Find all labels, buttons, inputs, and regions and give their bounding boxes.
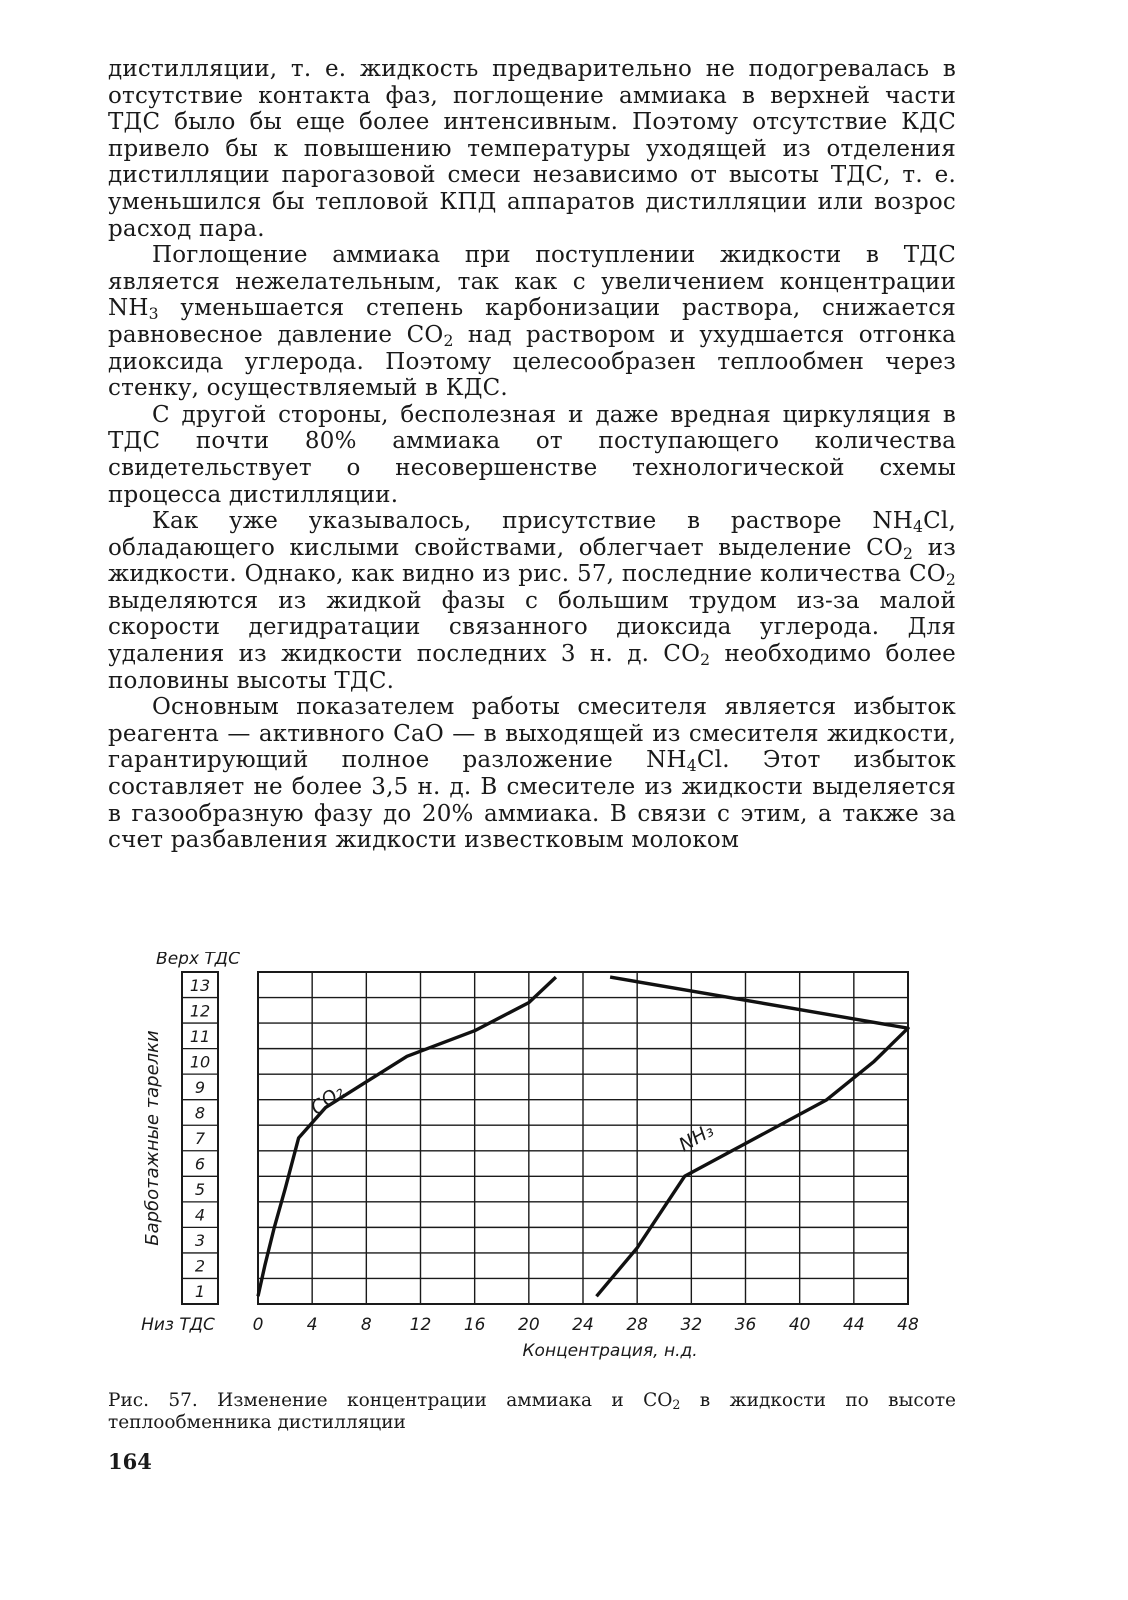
paragraph: Поглощение аммиака при поступлении жидкости в ТДС является нежелательным, так как с увеличением концентрации $NH_3$ уменьшается степень карбонизации раствора, снижается равновесное давление $CO_2$ над раствором и ухудшается отгонка диоксида углерода. Поэтому целесообразен теплообмен через стенку, осуществляемый в КДС. — [108, 242, 956, 402]
x-tick-label: 16 — [463, 1315, 486, 1335]
x-tick-label: 8 — [360, 1315, 372, 1335]
y-tick-label: 11 — [189, 1026, 211, 1046]
x-tick-label: 12 — [409, 1315, 432, 1335]
x-tick-label: 20 — [518, 1315, 540, 1335]
x-tick-label: 36 — [734, 1315, 757, 1335]
y-tick-label: 5 — [194, 1180, 206, 1200]
y-tick-label: 12 — [189, 1001, 211, 1021]
concentration-chart — [130, 952, 960, 1372]
page-number: 164 — [108, 1449, 152, 1474]
y-axis-title: Барботажные тарелки — [142, 1030, 163, 1246]
x-axis-title: Концентрация, н.д. — [522, 1341, 698, 1361]
x-tick-label: 4 — [306, 1315, 318, 1335]
x-tick-label: 0 — [252, 1315, 264, 1335]
top-label: Верх ТДС — [156, 952, 240, 969]
x-tick-label: 44 — [843, 1315, 865, 1335]
body-text — [108, 56, 956, 854]
y-tick-label: 4 — [194, 1205, 206, 1225]
figure-caption: Рис. 57. Изменение концентрации аммиака и $CO_2$ в жидкости по высоте теплообменника дистилляции — [108, 1390, 956, 1433]
y-tick-label: 7 — [194, 1129, 206, 1148]
paragraph: дистилляции, т. е. жидкость предварительно не подогревалась в отсутствие контакта фаз, поглощение аммиака в верхней части ТДС было бы еще более интенсивным. Поэтому отсутствие КДС привело бы к повышению температуры уходящей из отделения дистилляции парогазовой смеси независимо от высоты ТДС, т. е. уменьшился бы тепловой КПД аппаратов дистилляции или возрос расход пара. — [108, 56, 956, 242]
y-tick-label: 10 — [189, 1052, 211, 1072]
curve-co2 — [258, 977, 556, 1296]
x-tick-label: 32 — [680, 1315, 703, 1335]
paragraph: С другой стороны, бесполезная и даже вредная циркуляция в ТДС почти 80% аммиака от поступающего количества свидетельствует о несовершенстве технологической схемы процесса дистилляции. — [108, 401, 956, 508]
x-tick-label: 24 — [572, 1315, 594, 1335]
x-tick-label: 48 — [897, 1315, 919, 1335]
x-tick-label: 40 — [788, 1315, 811, 1335]
y-tick-label: 8 — [194, 1103, 206, 1123]
y-tick-label: 3 — [194, 1231, 206, 1251]
y-tick-label: 13 — [189, 975, 211, 995]
x-tick-label: 28 — [626, 1315, 648, 1335]
y-tick-label: 6 — [194, 1154, 206, 1174]
curve-nh3 — [597, 977, 909, 1296]
bottom-label: Низ ТДС — [141, 1315, 215, 1335]
y-tick-label: 9 — [194, 1077, 206, 1097]
figure-57 — [130, 952, 960, 1372]
paragraph: Как уже указывалось, присутствие в растворе $NH_4Cl$, обладающего кислыми свойствами, облегчает выделение $CO_2$ из жидкости. Однако, как видно из рис. 57, последние количества $CO_2$ выделяются из жидкой фазы с большим трудом из-за малой скорости дегидратации связанного диоксида углерода. Для удаления из жидкости последних 3 н. д. $CO_2$ необходимо более половины высоты ТДС. — [108, 508, 956, 694]
series-label-co2: CO₂ — [306, 1080, 349, 1120]
paragraph: Основным показателем работы смесителя является избыток реагента — активного CaO — в выходящей из смесителя жидкости, гарантирующий полное разложение $NH_4Cl$. Этот избыток составляет не более 3,5 н. д. В смесителе из жидкости выделяется в газообразную фазу до 20% аммиака. В связи с этим, а также за счет разбавления жидкости известковым молоком — [108, 694, 956, 854]
y-tick-label: 1 — [194, 1282, 206, 1302]
y-tick-label: 2 — [194, 1256, 206, 1276]
series-label-nh3: NH₃ — [675, 1119, 718, 1157]
